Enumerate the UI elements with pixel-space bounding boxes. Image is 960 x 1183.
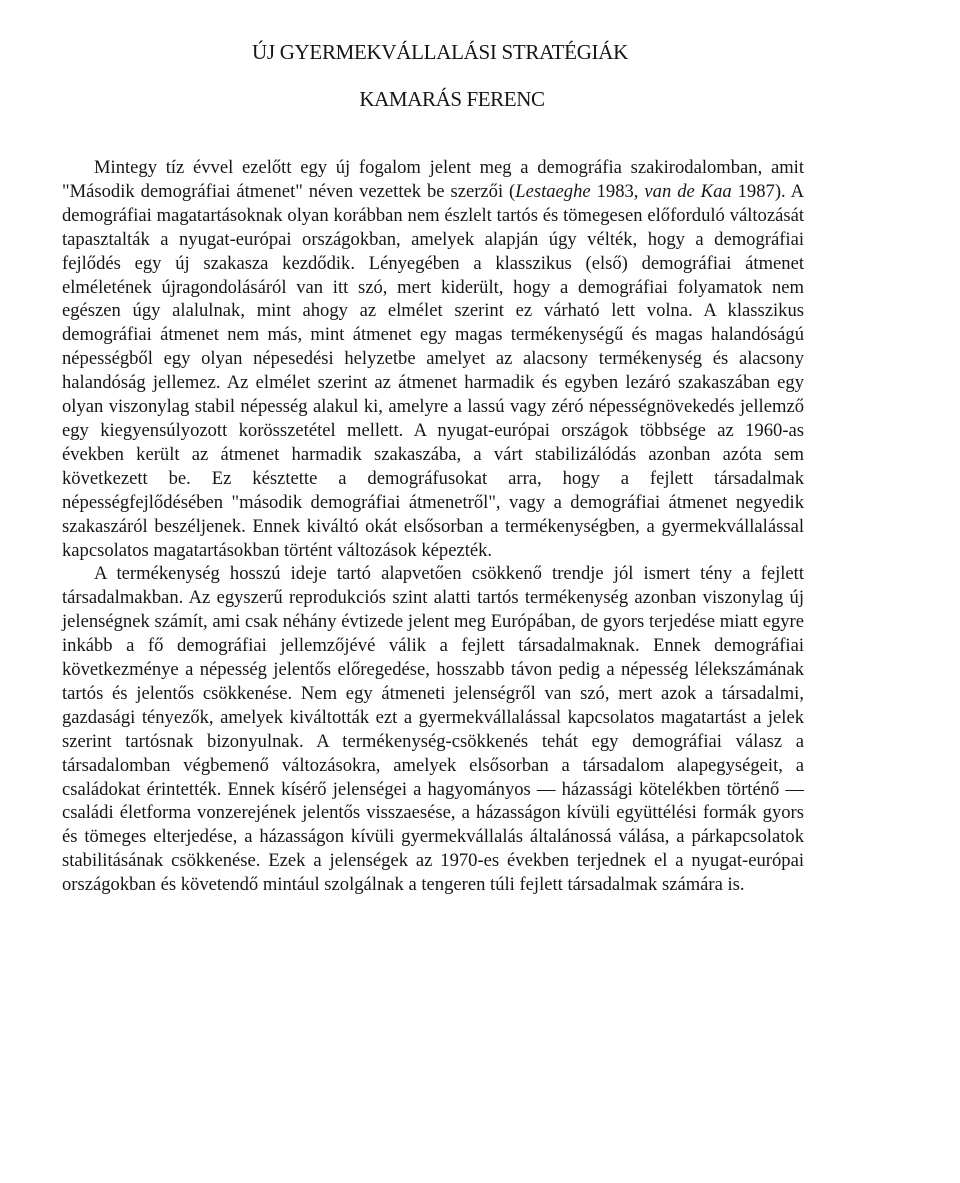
paragraph-text: A termékenység hosszú ideje tartó alapvetően csökkenő trendje jól ismert tény a fejlett társadalmakban. Az egyszerű reprodukciós szint alatti tartós termékenység azonban viszonylag új jelenségnek számít, ami csak néhány évtizede jelent meg Európában, de gyors terjedése miatt egyre inkább a fő demográfiai jellemzőjévé válik a fejlett társadalmaknak. Ennek demográfiai következménye a népesség jelentős előregedése, hosszabb távon pedig a népesség lélekszámának tartós és jelentős csökkenése. Nem egy átmeneti jelenségről van szó, mert azok a társadalmi, gazdasági tényezők, amelyek kiváltották ezt a gyermekvállalással kapcsolatos magatartást a jelek szerint tartósnak bizonyulnak. A termékenység-csökkenés tehát egy demográfiai válasz a társadalomban végbemenő változásokra, amelyek elsősorban a társadalom alapegységeit, a családokat érintették. Ennek kísérő jelenségei a hagyományos — házassági kötelékben történő — családi életforma vonzerejének jelentős visszaesése, a házasságon kívüli együttélési formák gyors és tömeges elterjedése, a házasságon kívüli gyermekvállalás általánossá válása, a párkapcsolatok stabilitásának csökkenése. Ezek a jelenségek az 1970-es években terjednek el a nyugat-európai országokban és követendő mintául szolgálnak a tengeren túli fejlett társadalmak számára is. xyxy=(62,563,804,896)
paragraph-1 xyxy=(62,156,804,562)
article-title: ÚJ GYERMEKVÁLLALÁSI STRATÉGIÁK xyxy=(252,40,628,64)
citation-author: van de Kaa xyxy=(644,180,732,202)
article-author: KAMARÁS FERENC xyxy=(359,87,545,111)
paragraph-text: 1983, xyxy=(590,180,645,202)
document-page xyxy=(62,40,804,897)
paragraph-2 xyxy=(62,562,804,897)
paragraph-text: 1987). A demográfiai magatartásoknak olyan korábban nem észlelt tartós és tömegesen előforduló változását tapasztalták a nyugat-európai országokban, amelyek alapján úgy vélték, hogy a demográfiai fejlődés egy új szakasza kezdődik. Lényegében a klasszikus (első) demográfiai átmenet elméletének újragondolásáról van itt szó, mert kiderült, hogy a demográfiai folyamatok nem egészen úgy alalulnak, mint ahogy az elmélet szerint ez várható lett volna. A klasszikus demográfiai átmenet nem más, mint átmenet egy magas termékenységű és magas halandóságú népességből egy olyan népesedési helyzetbe amelyet az alacsony termékenység és alacsony halandóság jellemez. Az elmélet szerint az átmenet harmadik és egyben lezáró szakaszában egy olyan viszonylag stabil népesség alakul ki, amelyre a lassú vagy zéró népességnövekedés jellemző egy kiegyensúlyozott korösszetétel mellett. A nyugat-európai országok többsége az 1960-as években került az átmenet harmadik szakaszába, a várt stabilizálódás azonban azóta sem következett be. Ez késztette a demográfusokat arra, hogy a fejlett társadalmak népességfejlődésében "második demográfiai átmenetről", vagy a demográfiai átmenet negyedik szakaszáról beszéljenek. Ennek kiváltó okát elsősorban a termékenységben, a gyermekvállalással kapcsolatos magatartásokban történt változások képezték. xyxy=(62,180,805,561)
paragraph-text: Mintegy tíz évvel ezelőtt egy új fogalom jelent meg a demográfia szakirodalomban, amit "Második demográfiai átmenet" néven vezettek be szerzői ( xyxy=(62,157,804,202)
citation-author: Lestaeghe xyxy=(515,180,591,202)
